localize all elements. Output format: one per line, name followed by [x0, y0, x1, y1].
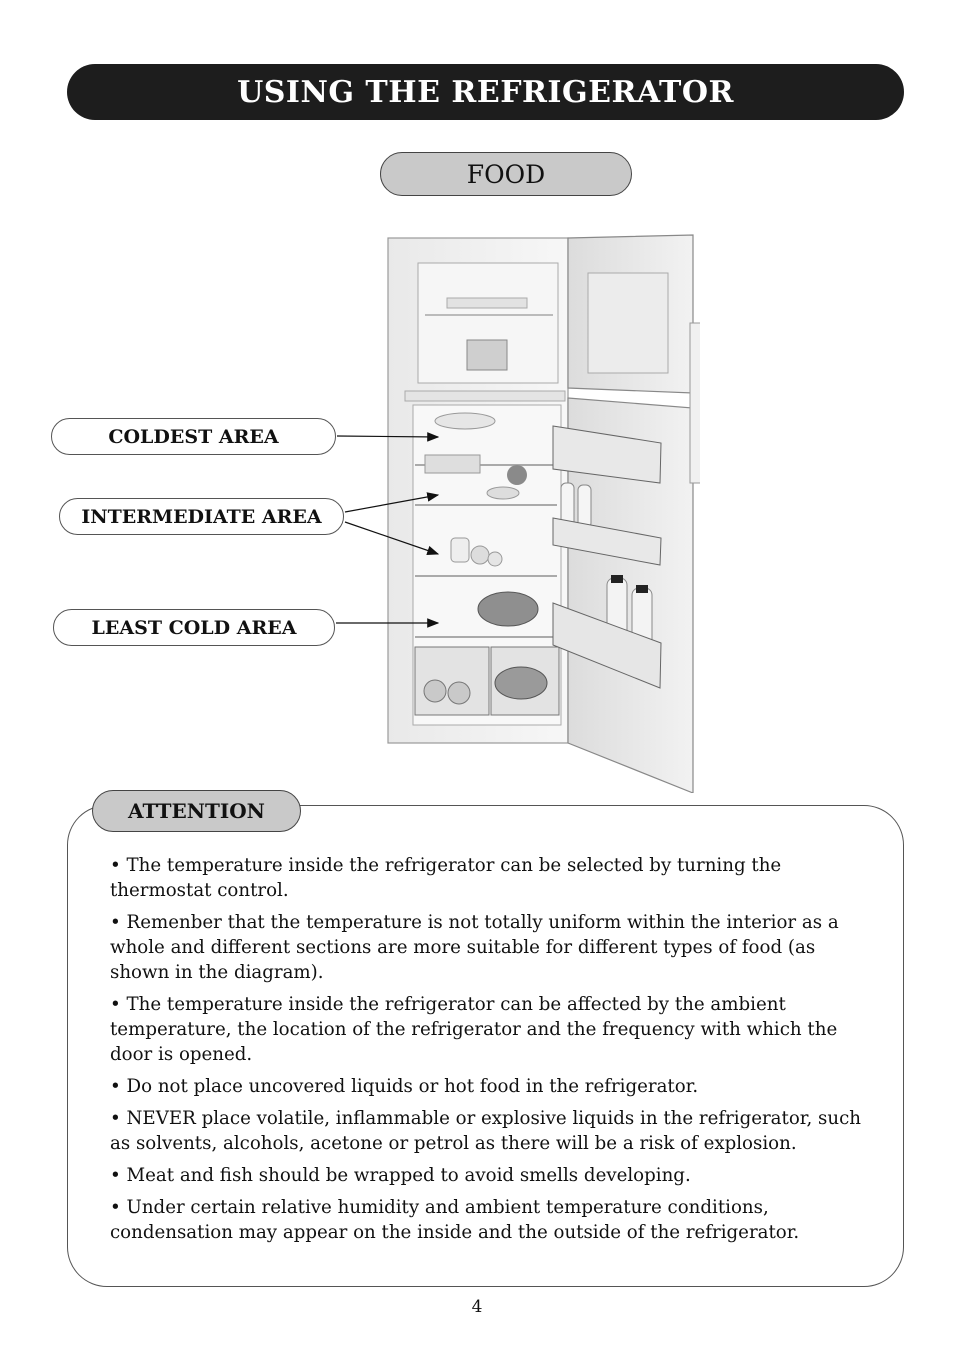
arrow-intermediate-lower: [345, 522, 438, 554]
page-title: USING THE REFRIGERATOR: [237, 74, 734, 110]
list-item: • The temperature inside the refrigerator can be affected by the ambient temperature, the location of the refrigerator and the frequency with which the door is opened.: [110, 994, 838, 1065]
list-item: • The temperature inside the refrigerator can be selected by turning the thermostat control.: [110, 855, 782, 901]
list-item: • Under certain relative humidity and ambient temperature conditions, condensation may appear on the inside and the outside of the refrigerator.: [110, 1197, 800, 1243]
arrow-intermediate-upper: [345, 495, 438, 512]
attention-heading: ATTENTION: [92, 790, 301, 832]
section-heading-food: FOOD: [380, 152, 632, 196]
page-number: 4: [471, 1297, 483, 1317]
label-least-cold-area: LEAST COLD AREA: [53, 609, 335, 646]
list-item: • Do not place uncovered liquids or hot food in the refrigerator.: [110, 1076, 699, 1097]
arrow-coldest: [337, 436, 438, 437]
list-item: • NEVER place volatile, inflammable or explosive liquids in the refrigerator, such as solvents, alcohols, acetone or petrol as there will be a risk of explosion.: [110, 1108, 861, 1154]
list-item: • Remenber that the temperature is not totally uniform within the interior as a whole and different sections are more suitable for different types of food (as shown in the diagram).: [110, 912, 839, 983]
attention-list: [110, 853, 870, 1252]
label-intermediate-area: INTERMEDIATE AREA: [59, 498, 344, 535]
label-coldest-area: COLDEST AREA: [51, 418, 336, 455]
list-item: • Meat and fish should be wrapped to avoid smells developing.: [110, 1165, 691, 1186]
